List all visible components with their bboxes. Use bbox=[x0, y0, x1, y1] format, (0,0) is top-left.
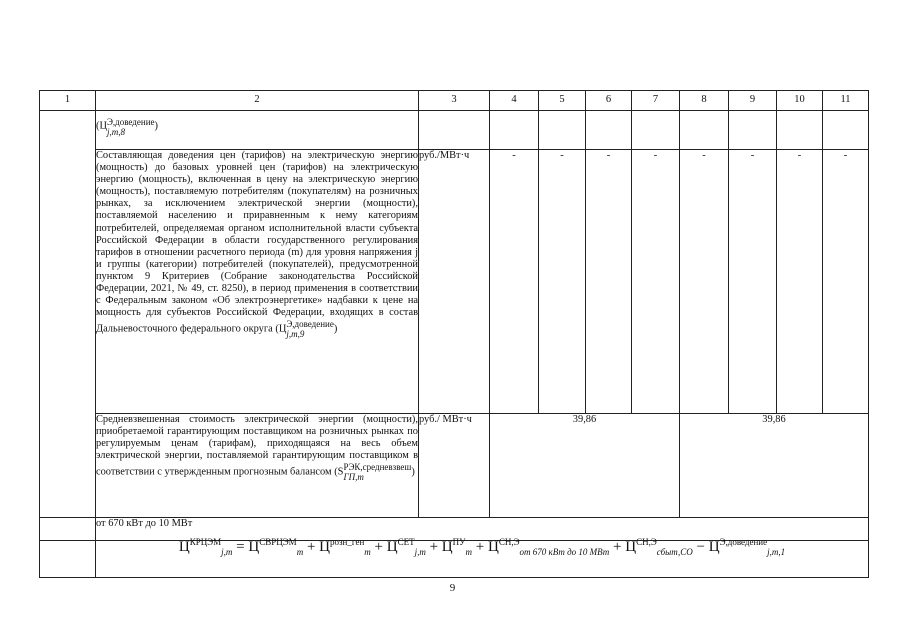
value-cell: - bbox=[729, 150, 777, 414]
formula-term-2: $Ц^{розн\_ген}_m$ bbox=[319, 537, 371, 557]
formula-plus: + bbox=[306, 539, 316, 555]
header-col-6: 6 bbox=[586, 91, 632, 111]
description-cell-9 bbox=[96, 150, 419, 414]
formula-plus: + bbox=[475, 539, 485, 555]
value-cell: - bbox=[680, 150, 729, 414]
formula-number-cell bbox=[40, 541, 96, 578]
value-cell: - bbox=[777, 150, 823, 414]
header-col-1: 1 bbox=[40, 91, 96, 111]
header-row bbox=[40, 91, 869, 111]
header-col-11: 11 bbox=[823, 91, 869, 111]
header-col-9: 9 bbox=[729, 91, 777, 111]
header-col-5: 5 bbox=[539, 91, 586, 111]
value-merged-right: 39,86 bbox=[680, 414, 869, 518]
unit-cell-average: руб./ МВт·ч bbox=[419, 414, 490, 518]
header-col-10: 10 bbox=[777, 91, 823, 111]
table-row-average bbox=[40, 414, 869, 518]
value-cell: - bbox=[586, 150, 632, 414]
header-col-2: 2 bbox=[96, 91, 419, 111]
section-number-cell bbox=[40, 518, 96, 541]
table-row-9 bbox=[40, 150, 869, 414]
value-cell: - bbox=[539, 150, 586, 414]
top-symbol-cell bbox=[96, 111, 419, 150]
table-row-top bbox=[40, 111, 869, 150]
formula-equals: = bbox=[236, 539, 245, 555]
symbol-9: (Ц Э,доведение j,m,9 ) bbox=[275, 319, 338, 340]
formula-plus: + bbox=[429, 539, 439, 555]
value-cell: - bbox=[823, 150, 869, 414]
formula-term-1: $Ц^{СВРЦЭМ}_m$ bbox=[248, 537, 304, 557]
formula-term-4: $Ц^{ПУ}_m$ bbox=[441, 537, 473, 557]
description-cell-average bbox=[96, 414, 419, 518]
tariff-table bbox=[39, 90, 869, 578]
value-cell: - bbox=[490, 150, 539, 414]
description-text-average: Средневзвешенная стоимость электрической энергии (мощности), приобретаемой гарантирующим поставщиком на розничных рынках по регулируемым ценам (тарифам), приходящаяся на весь объем электрической энергии, поставляемой гарантирующим поставщиком в соответствии с утвержденным прогнозным балансом bbox=[96, 414, 418, 478]
formula bbox=[96, 537, 869, 578]
section-label: от 670 кВт до 10 МВт bbox=[96, 518, 869, 541]
unit-cell-9: руб./МВт·ч bbox=[419, 150, 490, 414]
formula-term-6: $Ц^{СН,Э}_{сбыт,СО}$ bbox=[625, 537, 693, 557]
top-unit-cell bbox=[419, 111, 490, 150]
formula-plus: + bbox=[374, 539, 383, 555]
value-merged-left: 39,86 bbox=[490, 414, 680, 518]
formula-term-5: $Ц^{СН,Э}_{от 670 кВт до 10 МВт}$ bbox=[487, 537, 610, 557]
formula-lhs: $Ц^{КРЦЭМ}_{j,m}$ bbox=[178, 537, 233, 557]
formula-term-7: $Ц^{Э,доведение}_{j,m,1}$ bbox=[708, 537, 786, 557]
row-number-cell bbox=[40, 111, 96, 518]
header-col-4: 4 bbox=[490, 91, 539, 111]
header-col-8: 8 bbox=[680, 91, 729, 111]
formula-row bbox=[40, 541, 869, 578]
formula-plus: + bbox=[613, 539, 622, 555]
header-col-3: 3 bbox=[419, 91, 490, 111]
formula-minus: − bbox=[696, 539, 705, 555]
header-col-7: 7 bbox=[632, 91, 680, 111]
formula-term-3: $Ц^{СЕТ}_{j,m}$ bbox=[386, 537, 426, 557]
symbol-average: (S РЭК,средневзвеш ГП,m ) bbox=[334, 462, 415, 483]
symbol-top: (Ц Э,доведение j,m,8 ) bbox=[96, 117, 158, 137]
value-cell: - bbox=[632, 150, 680, 414]
description-text-9: Составляющая доведения цен (тарифов) на электрическую энергию (мощность) до базовых уровней цен (тарифов) на электрическую энергию (мощность), включенная в цену на электрическую энергию (мощность), поставляемую потребителям (покупателям) на розничных рынках, за исключением электрической энергии (мощности), поставляемой населению и приравненным к нему категориям потребителей, определяемая органом исполнительной власти субъекта Российской Федерации в области государственного регулирования тарифов в отношении расчетного периода (m) для уровня напряжения j и группы (категории) потребителей (покупателей), предусмотренной пунктом 9 Критериев (Собрание законодательства Российской Федерации, 2021, № 49, ст. 8250), в период применения в соответствии с Федеральным законом «Об электроэнергетике» надбавки к цене на мощность для субъектов Российской Федерации, входящих в состав Дальневосточного федерального округа bbox=[96, 150, 418, 335]
page-number: 9 bbox=[449, 582, 456, 594]
